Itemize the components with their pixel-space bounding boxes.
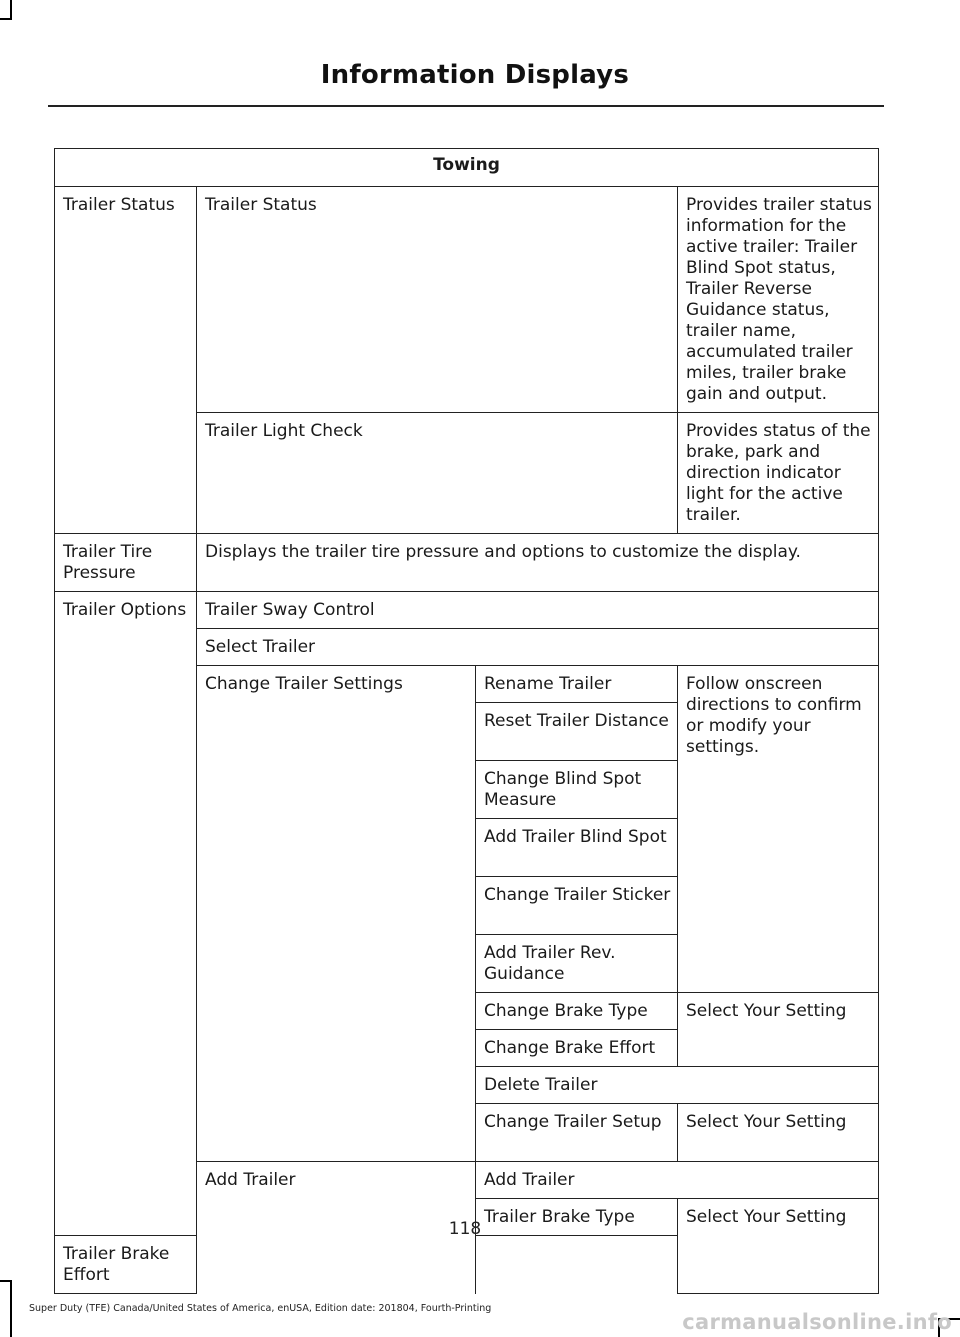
select-trailer: Select Trailer	[197, 629, 879, 666]
settings-item: Change Blind Spot Measure	[476, 761, 678, 819]
trailer-light-check-item: Trailer Light Check	[197, 413, 678, 534]
add-trailer-category: Add Trailer	[197, 1162, 476, 1294]
settings-item: Reset Trailer Distance	[476, 703, 678, 761]
watermark-logo: carmanualsonline.info	[682, 1310, 952, 1334]
trailer-light-check-description: Provides status of the brake, park and direction indicator light for the active trailer.	[678, 413, 879, 534]
change-trailer-settings: Change Trailer Settings	[197, 666, 476, 1162]
settings-item: Add Trailer Blind Spot	[476, 819, 678, 877]
crop-mark-top-left-h	[0, 18, 12, 20]
trailer-brake-note: Select Your Setting	[678, 1199, 879, 1294]
header-divider	[48, 105, 884, 107]
trailer-brake-item: Trailer Brake Effort	[55, 1236, 197, 1294]
add-trailer-sub: Add Trailer	[476, 1162, 879, 1199]
trailer-sway-control: Trailer Sway Control	[197, 592, 879, 629]
settings-item: Rename Trailer	[476, 666, 678, 703]
towing-table	[54, 148, 879, 1294]
brake-note: Select Your Setting	[678, 993, 879, 1067]
trailer-tire-pressure-category: Trailer Tire Pressure	[55, 534, 197, 592]
settings-note: Follow onscreen directions to confirm or modify your settings.	[678, 666, 879, 993]
footer-edition-text: Super Duty (TFE) Canada/United States of America, enUSA, Edition date: 201804, Fourth-Printing	[29, 1303, 492, 1314]
trailer-status-description: Provides trailer status information for the active trailer: Trailer Blind Spot status, Trailer Reverse Guidance status, trailer name, accumulated trailer miles, trailer brake gain and output.	[678, 187, 879, 413]
settings-item: Add Trailer Rev. Guidance	[476, 935, 678, 993]
brake-item: Change Brake Effort	[476, 1030, 678, 1067]
crop-mark-top-left	[10, 0, 12, 20]
page-number: 118	[448, 1219, 482, 1239]
table-title: Towing	[55, 149, 879, 187]
setup-note: Select Your Setting	[678, 1104, 879, 1162]
trailer-brake-item: Trailer Brake Type	[476, 1199, 678, 1236]
delete-trailer: Delete Trailer	[476, 1067, 879, 1104]
crop-mark-bottom-left-h	[0, 1280, 12, 1282]
trailer-tire-pressure-description: Displays the trailer tire pressure and options to customize the display.	[197, 534, 879, 592]
trailer-status-category: Trailer Status	[55, 187, 197, 534]
brake-item: Change Brake Type	[476, 993, 678, 1030]
change-trailer-setup: Change Trailer Setup	[476, 1104, 678, 1162]
page-title: Information Displays	[320, 60, 629, 90]
crop-mark-bottom-left	[10, 1280, 12, 1337]
trailer-options-category: Trailer Options	[55, 592, 197, 1236]
trailer-status-item: Trailer Status	[197, 187, 678, 413]
settings-item: Change Trailer Sticker	[476, 877, 678, 935]
